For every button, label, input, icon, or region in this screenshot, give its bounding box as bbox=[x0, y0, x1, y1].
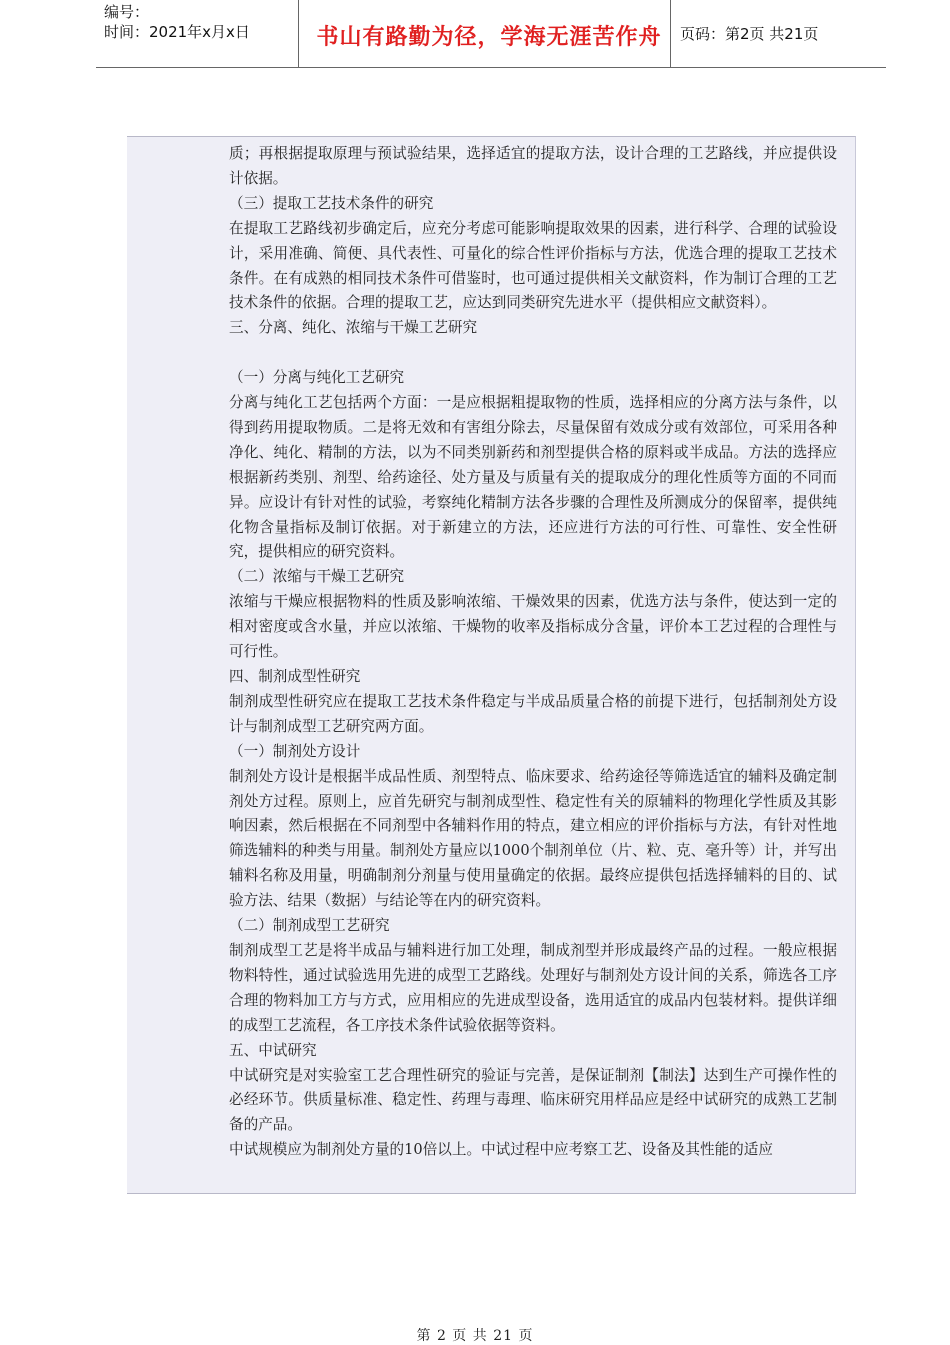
paragraph: 三、分离、纯化、浓缩与干燥工艺研究 bbox=[229, 319, 478, 337]
paragraph: （一）分离与纯化工艺研究 bbox=[229, 369, 405, 387]
paragraph: 制剂处方设计是根据半成品性质、剂型特点、临床要求、给药途径等筛选适宜的辅料及确定制剂处方过程。原则上，应首先研究与制剂成型性、稳定性有关的原辅料的物理化学性质及其影响因素，然后根据在不同剂型中各辅料作用的特点，建立相应的评价指标与方法，有针对性地筛选辅料的种类与用量。制剂处方量应以1000个制剂单位（片、粒、克、毫升等）计，并写出辅料名称及用量，明确制剂分剂量与使用量确定的依据。最终应提供包括选择辅料的目的、试验方法、结果（数据）与结论等在内的研究资料。 bbox=[229, 767, 837, 910]
header-page-info: 页码：第2页 共21页 bbox=[680, 25, 819, 43]
header-divider-1 bbox=[298, 0, 299, 68]
document-time-label: 时间：2021年x月x日 bbox=[104, 23, 250, 41]
paragraph: 分离与纯化工艺包括两个方面：一是应根据粗提取物的性质，选择相应的分离方法与条件，以得到药用提取物质。二是将无效和有害组分除去，尽量保留有效成分或有效部位，可采用各种净化、纯化、精制的方法，以为不同类别新药和剂型提供合格的原料或半成品。方法的选择应根据新药类别、剂型、给药途径、处方量及与质量有关的提取成分的理化性质等方面的不同而异。应设计有针对性的试验，考察纯化精制方法各步骤的合理性及所测成分的保留率，提供纯化物含量指标及制订依据。对于新建立的方法，还应进行方法的可行性、可靠性、安全性研究，提供相应的研究资料。 bbox=[229, 394, 837, 561]
header-meta bbox=[104, 2, 250, 42]
paragraph: （三）提取工艺技术条件的研究 bbox=[229, 194, 434, 212]
header-rule bbox=[96, 67, 886, 68]
paragraph: （二）浓缩与干燥工艺研究 bbox=[229, 568, 405, 586]
blank-line bbox=[229, 341, 837, 366]
header-divider-2 bbox=[670, 0, 671, 68]
paragraph: 五、中试研究 bbox=[229, 1041, 317, 1059]
paragraph: 浓缩与干燥应根据物料的性质及影响浓缩、干燥效果的因素，优选方法与条件，使达到一定的相对密度或含水量，并应以浓缩、干燥物的收率及指标成分含量，评价本工艺过程的合理性与可行性。 bbox=[229, 593, 837, 661]
paragraph: 在提取工艺路线初步确定后，应充分考虑可能影响提取效果的因素，进行科学、合理的试验设计，采用准确、简便、具代表性、可量化的综合性评价指标与方法，优选合理的提取工艺技术条件。在有成熟的相同技术条件可借鉴时，也可通过提供相关文献资料，作为制订合理的工艺技术条件的依据。合理的提取工艺，应达到同类研究先进水平（提供相应文献资料）。 bbox=[229, 219, 837, 312]
page-header bbox=[96, 0, 886, 68]
paragraph: 四、制剂成型性研究 bbox=[229, 668, 361, 686]
body-text bbox=[229, 142, 837, 1163]
paragraph: （二）制剂成型工艺研究 bbox=[229, 917, 390, 935]
paragraph: 制剂成型性研究应在提取工艺技术条件稳定与半成品质量合格的前提下进行，包括制剂处方设计与制剂成型工艺研究两方面。 bbox=[229, 692, 837, 735]
document-number-label: 编号： bbox=[104, 3, 150, 21]
page-footer: 第 2 页 共 21 页 bbox=[416, 1328, 534, 1344]
paragraph: 制剂成型工艺是将半成品与辅料进行加工处理，制成剂型并形成最终产品的过程。一般应根据物料特性，通过试验选用先进的成型工艺路线。处理好与制剂处方设计间的关系，筛选各工序合理的物料加工方与方式，应用相应的先进成型设备，选用适宜的成品内包装材料。提供详细的成型工艺流程，各工序技术条件试验依据等资料。 bbox=[229, 941, 837, 1034]
paragraph: 中试研究是对实验室工艺合理性研究的验证与完善，是保证制剂【制法】达到生产可操作性的必经环节。供质量标准、稳定性、药理与毒理、临床研究用样品应是经中试研究的成熟工艺制备的产品。 bbox=[229, 1066, 837, 1134]
paragraph: （一）制剂处方设计 bbox=[229, 742, 361, 760]
header-motto: 书山有路勤为径，学海无涯苦作舟 bbox=[316, 24, 662, 50]
paragraph: 质；再根据提取原理与预试验结果，选择适宜的提取方法，设计合理的工艺路线，并应提供设计依据。 bbox=[229, 145, 837, 187]
paragraph: 中试规模应为制剂处方量的10倍以上。中试过程中应考察工艺、设备及其性能的适应 bbox=[229, 1141, 773, 1159]
content-box bbox=[127, 136, 856, 1194]
